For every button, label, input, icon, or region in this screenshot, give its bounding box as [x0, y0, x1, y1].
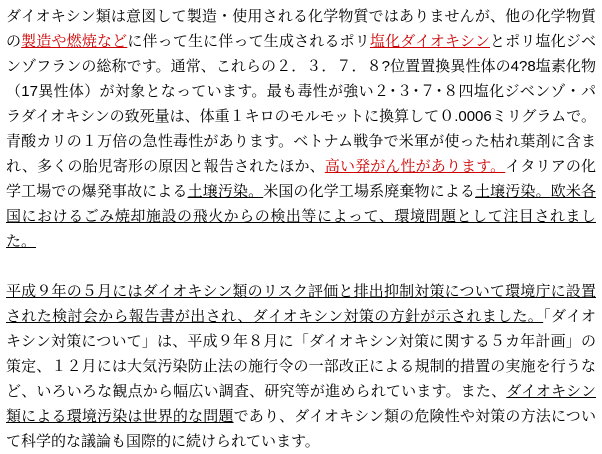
text-run-underline: ダイオキシン対策の方針が示されました。 [252, 308, 544, 325]
paragraph-2 [6, 279, 596, 454]
text-run-underline: 平成９年の５月にはダイオキシン類のリスク評価と排出抑制対策について環境庁に設置された検討会から報告書が出され、 [6, 283, 596, 325]
text-run-underline: 欧米各国におけるごみ焼却施設の飛火からの検出等によって、 [6, 183, 596, 225]
text-run: イタリアの化学工場での爆発事故による [6, 158, 596, 200]
paragraph-gap [6, 254, 596, 279]
paragraph-1 [6, 4, 596, 254]
text-run: 「ダイオキシン対策について」は、平成９年８月に「ダイオキシン対策に関する５カ年計画」の策定、１２月には大気汚染防止法の施行令の一部改正による規制的措置の実施を行うなど、いろいろな観点から幅広い調査、研究等が進められています。また、 [6, 308, 596, 400]
text-run-underline: 土壌汚染。 [475, 183, 551, 200]
text-run-underline: 環境問題として注目されました。 [6, 208, 596, 250]
text-run: であり、ダイオキシン類の危険性や対策の方法について科学的な議論も国際的に続けられています。 [6, 408, 596, 450]
text-run-underline: ダイオキシン類による環境汚染は世界的な問題 [6, 383, 596, 425]
text-run-highlight: 製造や燃焼など [21, 33, 128, 50]
text-run-underline: 土壌汚染。 [187, 183, 264, 200]
text-run: 米国の化学工場系廃棄物による [263, 183, 476, 200]
text-run: ダイオキシン類は意図して製造・使用される化学物質ではありませんが、他の化学物質の [6, 8, 596, 50]
text-run: に伴って生に伴って生成されるポリ [127, 33, 370, 50]
text-run-highlight: 塩化ダイオキシン [369, 33, 490, 50]
text-run-highlight: 高い発がん性があります。 [324, 158, 506, 175]
text-run: とポリ塩化ジベンゾフランの総称です。通常、これらの２．３．７．８?位置置換異性体の4?8塩素化物（17異性体）が対象となっています。最も毒性が強い２･３･７･８四塩化ジベンゾ・パラダイオキシンの致死量は、体重１キロのモルモットに換算して０.0006ミリグラムで。青酸カリの１万倍の急性毒性があります。ベトナム戦争で米軍が使った枯れ葉剤に含まれ、多くの胎児寄形の原因と報告されたほか、 [6, 33, 596, 175]
